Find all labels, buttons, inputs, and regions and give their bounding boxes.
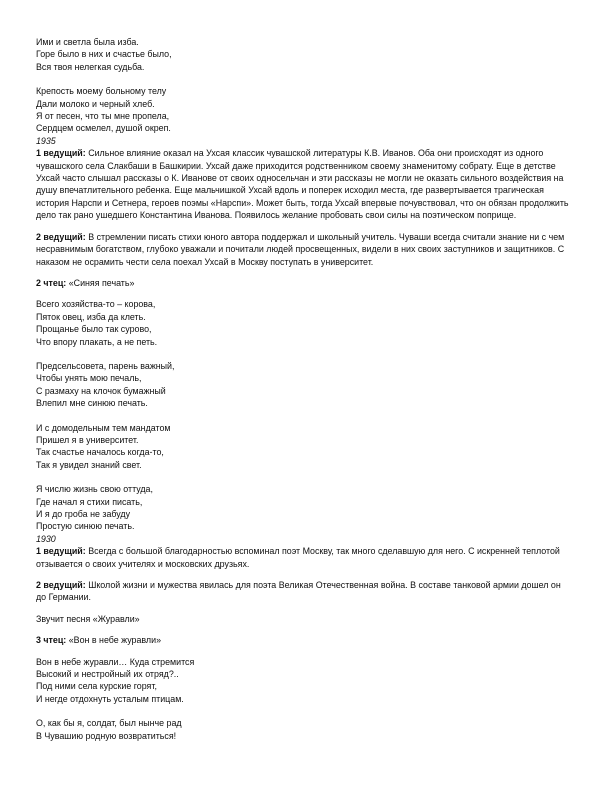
poem-line: Что впору плакать, а не петь. [36, 336, 158, 347]
speaker-label: 3 чтец: [36, 635, 67, 646]
poem-line: С размаху на клочок бумажный [36, 385, 166, 396]
poem-line: Высокий и нестройный их отряд?.. [36, 669, 179, 680]
poem-1-stanza-2 [36, 85, 572, 135]
poem-line: Я от песен, что ты мне пропела, [36, 111, 170, 122]
poem-line: Предсельсовета, парень важный, [36, 360, 175, 371]
poem-line: Горе было в них и счастье было, [36, 49, 172, 60]
poem-line: Так счастье началось когда-то, [36, 447, 164, 458]
poem-2-stanza-1 [36, 298, 572, 348]
host-2-paragraph-2 [36, 579, 572, 604]
reader-2-heading [36, 277, 572, 289]
poem-line: Где начал я стихи писать, [36, 496, 143, 507]
document-page [36, 36, 572, 742]
speaker-label: 2 ведущий: [36, 580, 86, 591]
poem-line: Сердцем осмелел, душой окреп. [36, 123, 171, 134]
poem-2-year: 1930 [36, 533, 56, 544]
speaker-label: 1 ведущий: [36, 148, 86, 159]
paragraph-text: Школой жизни и мужества явилась для поэта Великая Отечественная война. В составе танковой армии дошел он до Германии. [36, 580, 561, 603]
poem-line: Чтобы унять мою печаль, [36, 373, 142, 384]
reader-3-heading [36, 634, 572, 646]
poem-line: И я до гроба не забуду [36, 509, 131, 519]
host-2-paragraph [36, 231, 572, 268]
poem-line: Вон в небе журавли… Куда стремится [36, 656, 195, 667]
poem-title: «Синяя печать» [68, 277, 135, 288]
poem-line: Простую синюю печать. [36, 521, 135, 532]
poem-line: Так я увидел знаний свет. [36, 459, 142, 470]
poem-1-year: 1935 [36, 135, 56, 146]
poem-line: Пришел я в университет. [36, 434, 139, 445]
song-cue: Звучит песня «Журавли» [36, 613, 140, 624]
poem-line: И с домодельным тем мандатом [36, 422, 171, 433]
paragraph-text: Сильное влияние оказал на Ухсая классик чувашской литературы К.В. Иванов. Оба они происходят из одного чувашского села Слакбаши в Башкирии. Ухсай даже приходится родственником своему знаменитому собрату. Еще в детстве Ухсай часто слышал рассказы о К. Иванове от своих односельчан и эти рассказы не могли не оказать сильного воздействия на душу впечатлительного ребенка. Еще мальчишкой Ухсай вдоль и поперек исходил места, где развертывается трагическая история Нарспи и Сетнера, героев поэмы «Нарспи». Может быть, тогда Ухсай впервые почувствовал, что он обязан продолжить дело так рано ушедшего Константина Иванова. Появилось желание пробовать свои силы на поэтическом поприще. [36, 148, 569, 221]
host-1-paragraph [36, 147, 572, 221]
poem-3-stanza-2 [36, 717, 572, 742]
poem-2-stanza-4 [36, 483, 572, 533]
poem-line: И негде отдохнуть усталым птицам. [36, 693, 184, 704]
paragraph-text: Всегда с большой благодарностью вспоминал поэт Москву, так много сделавшую для него. С искренней теплотой отзывается о своих учителях и московских друзьях. [36, 546, 560, 569]
speaker-label: 2 чтец: [36, 277, 67, 288]
poem-line: Я числю жизнь свою оттуда, [36, 484, 153, 495]
poem-line: Влепил мне синюю печать. [36, 398, 148, 409]
speaker-label: 1 ведущий: [36, 546, 86, 557]
poem-title: «Вон в небе журавли» [68, 635, 162, 646]
poem-line: Ими и светла была изба. [36, 37, 139, 47]
speaker-label: 2 ведущий: [36, 231, 86, 242]
poem-line: О, как бы я, солдат, был нынче рад [36, 718, 182, 729]
poem-2-stanza-2 [36, 360, 572, 410]
poem-2-stanza-3 [36, 422, 572, 472]
host-1-paragraph-2 [36, 545, 572, 570]
poem-line: Прощанье было так сурово, [36, 324, 152, 335]
poem-line: Пяток овец, изба да клеть. [36, 311, 146, 322]
poem-line: Всего хозяйства-то – корова, [36, 299, 156, 310]
poem-line: Под ними села курские горят, [36, 681, 157, 692]
poem-line: Вся твоя нелегкая судьба. [36, 61, 145, 72]
poem-line: Дали молоко и черный хлеб. [36, 98, 155, 109]
poem-1-stanza-1 [36, 36, 572, 73]
paragraph-text: В стремлении писать стихи юного автора поддержал и школьный учитель. Чуваши всегда считали знание ни с чем несравнимым богатством, глубоко уважали и почитали людей просвещенных, видели в них своих заступников и защитников. С наказом не осрамить чести села поехал Ухсай в Москву поступать в университет. [36, 231, 565, 267]
poem-line: Крепость моему больному телу [36, 86, 167, 97]
poem-3-stanza-1 [36, 656, 572, 706]
poem-line: В Чувашию родную возвратиться! [36, 730, 177, 741]
